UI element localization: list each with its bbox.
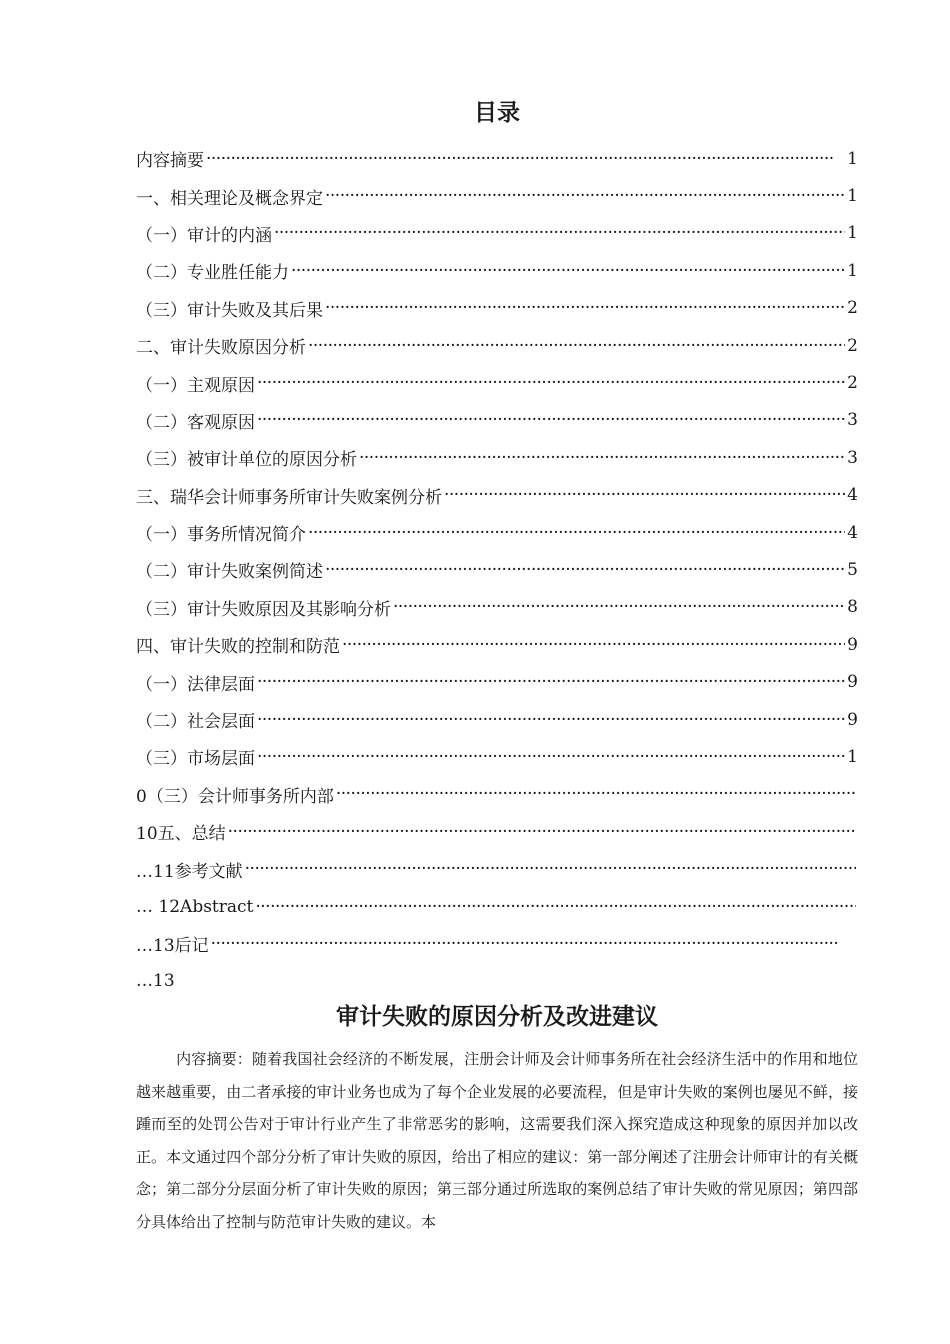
toc-leader-dots	[257, 410, 845, 430]
toc-entry-text: 四、审计失败的控制和防范	[136, 637, 340, 658]
toc-wrapped-line[interactable]	[136, 850, 858, 887]
abstract-label: 内容摘要：	[176, 1050, 252, 1068]
toc-leader-dots	[257, 373, 845, 393]
toc-entry-page: 4	[847, 522, 858, 543]
toc-entry-page: 8	[847, 597, 858, 618]
toc-entry-page: 3	[847, 410, 858, 431]
toc-entry[interactable]	[136, 477, 858, 514]
toc-entry[interactable]	[136, 514, 858, 551]
toc-wrapped-text: …11参考文献	[136, 861, 243, 882]
abstract-text: 随着我国社会经济的不断发展，注册会计师及会计师事务所在社会经济生活中的作用和地位越来越重要，由二者承接的审计业务也成为了每个企业发展的必要流程，但是审计失败的案例也屡见不鲜，接踵而至的处罚公告对于审计行业产生了非常恶劣的影响，这需要我们深入探究造成这种现象的原因并加以改正。本文通过四个部分分析了审计失败的原因，给出了相应的建议：第一部分阐述了注册会计师审计的有关概念；第二部分分层面分析了审计失败的原因；第三部分通过所选取的案例总结了审计失败的常见原因；第四部分具体给出了控制与防范审计失败的建议。本	[136, 1050, 858, 1231]
document-title: 审计失败的原因分析及改进建议	[336, 1004, 658, 1030]
abstract-paragraph	[136, 1043, 858, 1238]
toc-entry-page: 2	[847, 298, 858, 319]
toc-entry-text: （二）客观原因	[136, 412, 255, 433]
toc-leader-dots	[325, 186, 845, 206]
toc-leader-dots	[255, 897, 856, 917]
toc-entry[interactable]	[136, 402, 858, 439]
toc-wrapped-text: …13	[136, 970, 175, 991]
toc-entry-text: （二）社会层面	[136, 712, 255, 733]
toc-entry-text: 一、相关理论及概念界定	[136, 188, 323, 209]
toc-entry-page: 9	[847, 672, 858, 693]
toc-entry-text: （二）审计失败案例简述	[136, 562, 323, 583]
toc-wrapped-line[interactable]	[136, 963, 858, 1000]
toc-wrapped-line[interactable]	[136, 925, 858, 962]
toc-entry[interactable]	[136, 439, 858, 476]
toc-entry[interactable]	[136, 140, 858, 177]
toc-leader-dots	[291, 261, 845, 281]
toc-leader-dots	[336, 784, 856, 804]
toc-entry-page: 1	[847, 223, 858, 244]
toc-wrapped-text: …13后记	[136, 936, 209, 957]
toc-entry[interactable]	[136, 589, 858, 626]
toc-leader-dots	[274, 223, 845, 243]
toc-entry[interactable]	[136, 626, 858, 663]
toc-entry[interactable]	[136, 738, 858, 775]
toc-entry-page: 9	[847, 634, 858, 655]
toc-entry[interactable]	[136, 551, 858, 588]
toc-leader-dots	[325, 560, 845, 580]
toc-leader-dots	[393, 597, 845, 617]
toc-leader-dots	[342, 635, 845, 655]
toc-entry-page: 3	[847, 447, 858, 468]
toc-entry-page: 5	[847, 559, 858, 580]
toc-title: 目录	[474, 100, 520, 126]
toc-entry[interactable]	[136, 327, 858, 364]
toc-leader-dots	[444, 485, 845, 505]
toc-wrapped-line[interactable]	[136, 888, 858, 925]
toc-entry-page: 4	[847, 485, 858, 506]
toc-entry-text: （三）审计失败及其后果	[136, 300, 323, 321]
toc-entry[interactable]	[136, 290, 858, 327]
toc-entry-text: （二）专业胜任能力	[136, 263, 289, 284]
toc-entry[interactable]	[136, 701, 858, 738]
toc-entry[interactable]	[136, 177, 858, 214]
toc-entry-page: 2	[847, 373, 858, 394]
toc-leader-dots	[206, 149, 845, 169]
toc-entry-page: 9	[847, 709, 858, 730]
toc-leader-dots	[257, 747, 845, 767]
toc-entry[interactable]	[136, 364, 858, 401]
toc-entry-page: 1	[847, 148, 858, 169]
toc-leader-dots	[228, 822, 856, 842]
toc-wrapped-text: 0（三）会计师事务所内部	[136, 786, 334, 807]
toc-wrapped-text: 10五、总结	[136, 824, 226, 845]
toc-entry[interactable]	[136, 663, 858, 700]
table-of-contents	[136, 140, 858, 1000]
toc-entry-text: 三、瑞华会计师事务所审计失败案例分析	[136, 487, 442, 508]
toc-entry[interactable]	[136, 215, 858, 252]
toc-leader-dots	[308, 336, 845, 356]
toc-leader-dots	[211, 934, 856, 954]
toc-entry-text: （三）审计失败原因及其影响分析	[136, 599, 391, 620]
toc-entry-page: 2	[847, 335, 858, 356]
toc-wrapped-line[interactable]	[136, 813, 858, 850]
toc-wrapped-text: … 12Abstract	[136, 896, 254, 917]
toc-wrapped-line[interactable]	[136, 776, 858, 813]
toc-entry[interactable]	[136, 252, 858, 289]
toc-leader-dots	[308, 523, 845, 543]
toc-leader-dots	[257, 672, 845, 692]
toc-leader-dots	[245, 859, 856, 879]
toc-entry-text: （三）市场层面	[136, 749, 255, 770]
toc-entry-text: （一）法律层面	[136, 674, 255, 695]
toc-entry-text: （一）审计的内涵	[136, 225, 272, 246]
toc-entry-text: （三）被审计单位的原因分析	[136, 450, 357, 471]
toc-entry-page: 1	[847, 260, 858, 281]
toc-leader-dots	[359, 448, 845, 468]
toc-leader-dots	[257, 710, 845, 730]
toc-entry-text: （一）主观原因	[136, 375, 255, 396]
toc-entry-page: 1	[847, 186, 858, 207]
toc-leader-dots	[325, 298, 845, 318]
toc-entry-page: 1	[847, 746, 858, 767]
toc-entry-text: 内容摘要	[136, 151, 204, 172]
toc-entry-text: 二、审计失败原因分析	[136, 338, 306, 359]
toc-entry-text: （一）事务所情况简介	[136, 525, 306, 546]
